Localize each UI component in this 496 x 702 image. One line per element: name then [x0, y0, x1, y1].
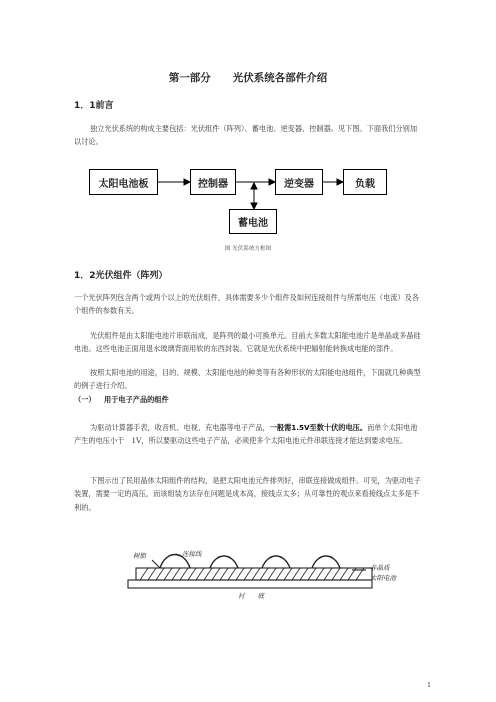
sketch-label-solar-cell: 太阳电池 — [370, 574, 396, 582]
subsection-title: 用于电子产品的组件 — [104, 395, 169, 404]
paragraph-electronics-bold: 一般需1.5V至数十伏的电压。 — [269, 423, 368, 432]
paragraph-array: 一个光伏阵列包含两个或两个以上的光伏组件，具体需要多少个组件及如何连接组件与所需电压（电流）及各个组件的参数有关。 — [74, 293, 420, 316]
subsection-number: （一） — [74, 395, 96, 404]
paragraph-types: 按照太阳电池的用途，目的、规模、太阳能电池的种类等有各种形状的太阳能电池组件，下面就几种典型的例子进行介绍。 — [74, 368, 421, 391]
inverter-box: 逆变器 — [275, 169, 323, 195]
solar-panel-box: 太阳电池板 — [89, 169, 158, 195]
paragraph-module: 光伏组件是由太阳能电池片串联而成，是阵列的最小可换单元。目前大多数太阳能电池片是单晶或多晶硅电池。这些电池正面用退水玻璃背面用软的东西封装。它就是光伏系统中把辐射能转换成电能的部件。 — [74, 331, 421, 354]
diagram-caption: 图 光伏系统方框图 — [224, 246, 272, 252]
section-heading-preface: 1．1前言 — [74, 101, 114, 111]
sketch-label-wire: 连接线 — [182, 550, 202, 558]
battery-box: 蓄电池 — [229, 209, 277, 234]
sketch-label-resin: 树脂 — [133, 552, 146, 560]
paragraph-electronics-a: 为驱动计算器手表，收音机、电视、充电器等电子产品， — [90, 423, 270, 432]
sketch-label-substrate: 衬 底 — [238, 592, 264, 600]
paragraph-electronics-b: 而单个太阳电池产生的电压小于 1V，所以要驱动这些电子产品，必须使多个太阳电池元件串联连接才能达到要求电压。 — [74, 423, 418, 446]
intro-paragraph: 独立光伏系统的构成主要包括：光伏组件（阵列）、蓄电池、逆变器、控制器。见下图。下面我们分别加以讨论。 — [74, 124, 418, 147]
title-part: 第一部分 — [168, 72, 211, 84]
title-text: 光伏系统各部件介绍 — [232, 72, 328, 84]
sketch-label-amorphous: 非晶质 — [370, 564, 390, 572]
controller-box: 控制器 — [190, 169, 236, 195]
section-heading-pv-modules: 1．2光伏组件（阵列） — [74, 271, 168, 281]
paragraph-structure: 下图示出了民用晶体太阳组件的结构，是把太阳电池元件排列好，串联连接做成组件。可见，为驱动电子装置，需要一定的高压，而该组装方法存在问题是成本高，接线点太多；从可靠性的观点来看接线点太多是不利的。 — [74, 476, 421, 512]
page-number: 1 — [427, 682, 431, 689]
load-box: 负载 — [343, 169, 387, 195]
